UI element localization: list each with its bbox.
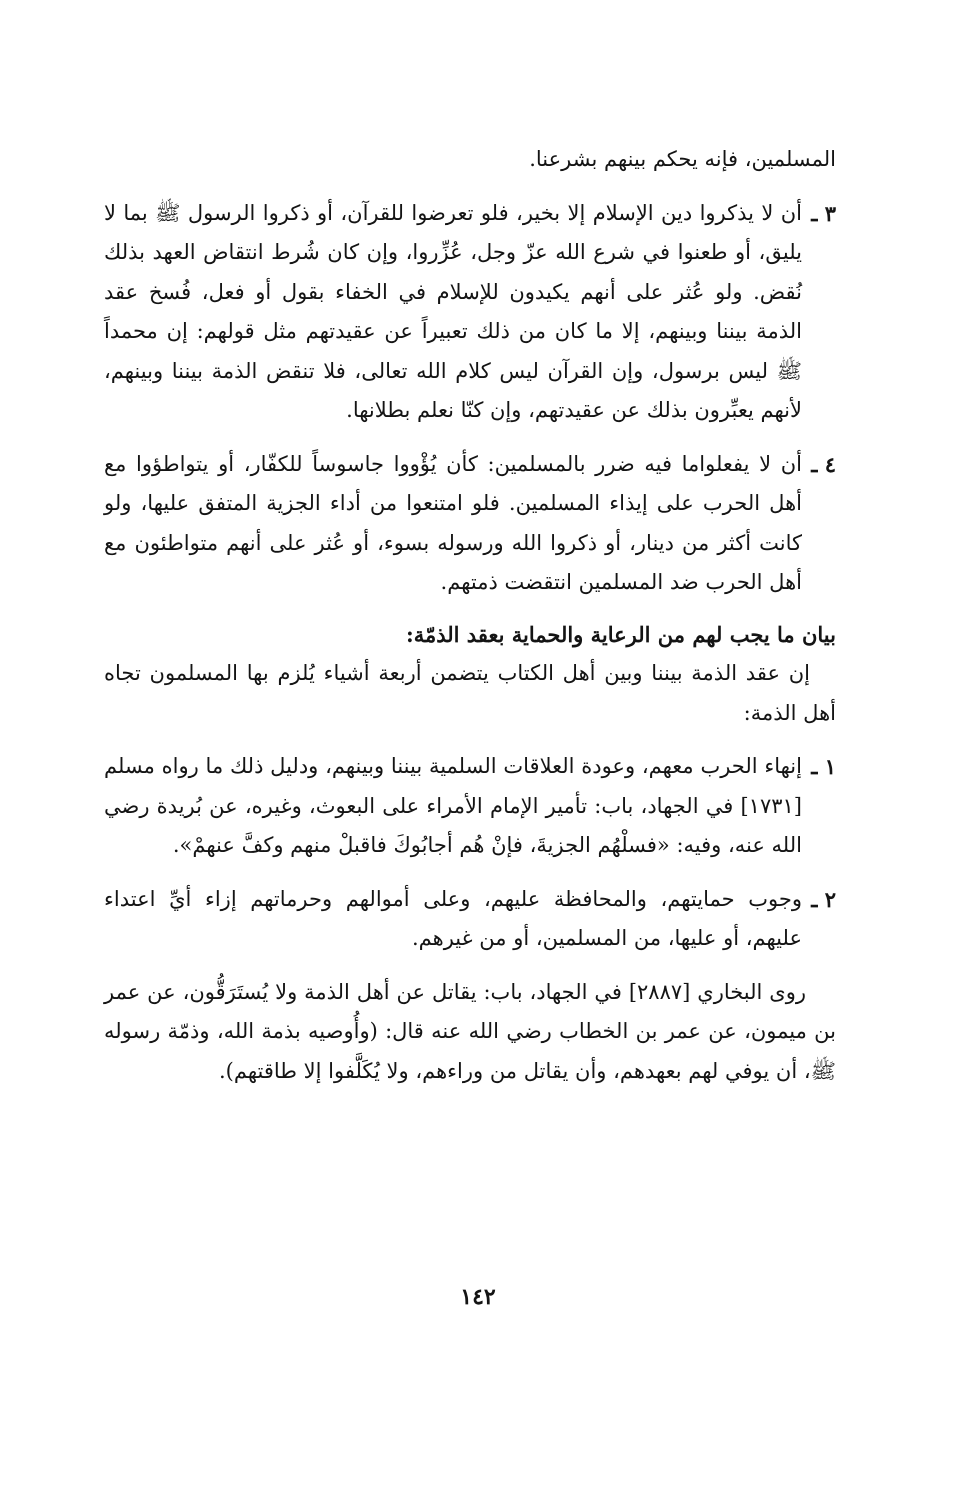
list-item-condition-3 [104, 194, 836, 431]
item-text: إنهاء الحرب معهم، وعودة العلاقات السلمية بيننا وبينهم، ودليل ذلك ما رواه مسلم [١٧٣١] في الجهاد، باب: تأمير الإمام الأمراء على البعوث، وغيره، عن بُريدة رضي الله عنه، وفيه: «فسلْهُم الجزيةَ، فإنْ هُم أجابُوكَ فاقبلْ منهم وكفَّ عنهمْ». [104, 754, 802, 857]
list-item-condition-4 [104, 445, 836, 603]
item-number: ٤ ـ [811, 451, 836, 477]
item-number: ٣ ـ [811, 200, 836, 226]
section-heading: بيان ما يجب لهم من الرعاية والحماية بعقد الذمّة: [405, 621, 836, 647]
item-text: أن لا يذكروا دين الإسلام إلا بخير، فلو تعرضوا للقرآن، أو ذكروا الرسول ﷺ بما لا يليق، أو طعنوا في شرع الله عزّ وجل، عُزِّروا، وإن كان شُرط انتقاض العهد بذلك نُقض. ولو عُثر على أنهم يكيدون للإسلام في الخفاء بقول أو فعل، فُسخ عقد الذمة بيننا وبينهم، إلا ما كان من ذلك تعبيراً عن عقيدتهم مثل قولهم: إن محمداً ﷺ ليس برسول، وإن القرآن ليس كلام الله تعالى، فلا تنقض الذمة بيننا وبينهم، لأنهم يعبِّرون بذلك عن عقيدتهم، وإن كنّا نعلم بطلانها. [104, 200, 802, 422]
section-intro: إن عقد الذمة بيننا وبين أهل الكتاب يتضمن أربعة أشياء يُلزم بها المسلمون تجاه أهل الذمة: [104, 661, 836, 725]
list-item-obligation-2 [104, 880, 836, 959]
page-number: ١٤٢ [460, 1284, 496, 1310]
item-number: ١ ـ [811, 754, 836, 779]
evidence-paragraph: روى البخاري [٢٨٨٧] في الجهاد، باب: يقاتل عن أهل الذمة ولا يُستَرَقُّون، عن عمر بن ميمون، عن عمر بن الخطاب رضي الله عنه قال: (وأُوصيه بذمة الله، وذمّة رسوله ﷺ، أن يوفي لهم بعهدهم، وأن يقاتل من وراءهم، ولا يُكَلَّفوا إلا طاقتهم). [104, 979, 836, 1083]
continuation-line: المسلمين، فإنه يحكم بينهم بشرعنا. [529, 147, 836, 171]
item-number: ٢ ـ [811, 886, 836, 912]
item-text: أن لا يفعلواما فيه ضرر بالمسلمين: كأن يُؤْووا جاسوساً للكفّار، أو يتواطؤوا مع أهل الحرب على إيذاء المسلمين. فلو امتنعوا من أداء الجزية المتفق عليها، ولو كانت أكثر من دينار، أو ذكروا الله ورسوله بسوء، أو عُثر على أنهم متواطئون مع أهل الحرب ضد المسلمين انتقضت ذمتهم. [104, 451, 802, 594]
page-body [104, 140, 836, 1091]
list-item-obligation-1 [104, 747, 836, 866]
item-text: وجوب حمايتهم، والمحافظة عليهم، وعلى أموالهم وحرماتهم إزاء أيِّ اعتداء عليهم، أو عليها، من المسلمين، أو من غيرهم. [104, 886, 802, 950]
